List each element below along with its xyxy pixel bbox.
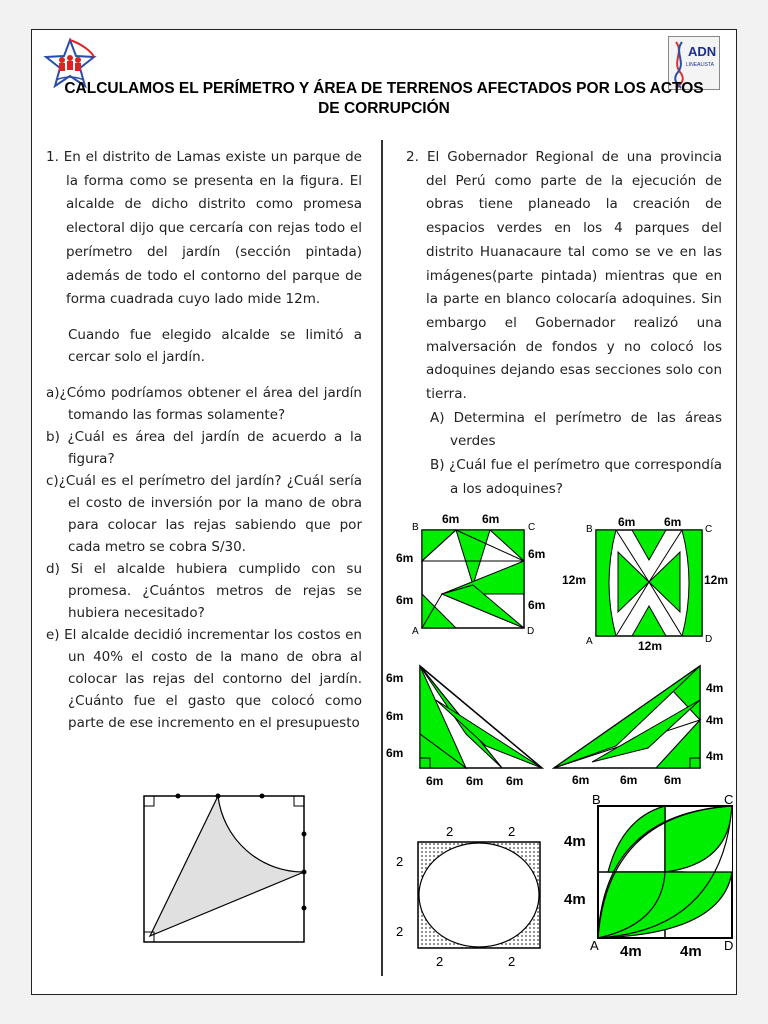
fig3-bottom-label-2: 6m bbox=[466, 774, 484, 788]
fig2-corner-b: B bbox=[586, 524, 593, 535]
fig5-top-label-1: 2 bbox=[446, 824, 454, 839]
fig2-top-label-1: 6m bbox=[618, 515, 636, 529]
svg-text:ADN: ADN bbox=[688, 44, 717, 59]
fig2-corner-a: A bbox=[586, 636, 593, 647]
green-triangle-figure-2 bbox=[552, 660, 738, 790]
fig6-left-label-1: 4m bbox=[564, 833, 586, 850]
fig6-bottom-label-1: 4m bbox=[620, 943, 642, 960]
fig1-corner-a: A bbox=[412, 626, 419, 637]
fig1-right-label-1: 6m bbox=[528, 547, 546, 561]
fig1-left-label-1: 6m bbox=[396, 551, 414, 565]
fig2-corner-c: C bbox=[705, 524, 713, 535]
fig1-top-label-1: 6m bbox=[442, 512, 460, 526]
green-square-figure-2 bbox=[560, 512, 740, 654]
problem-1 bbox=[46, 146, 362, 734]
fig6-corner-d: D bbox=[724, 938, 734, 953]
fig1-corner-c: C bbox=[528, 522, 536, 533]
fig5-bottom-label-1: 2 bbox=[436, 954, 444, 969]
fig6-corner-a: A bbox=[590, 938, 599, 953]
park-figure bbox=[132, 786, 312, 948]
fig5-top-label-2: 2 bbox=[508, 824, 516, 839]
fig4-bottom-label-2: 6m bbox=[620, 773, 638, 787]
page-title: CALCULAMOS EL PERÍMETRO Y ÁREA DE TERRENOS AFECTADOS POR LOS ACTOS DE CORRUPCIÓN bbox=[64, 80, 704, 117]
fig2-top-label-2: 6m bbox=[664, 515, 682, 529]
fig5-left-label-2: 2 bbox=[396, 924, 404, 939]
problem-1-note: Cuando fue elegido alcalde se limitó a cercar solo el jardín. bbox=[68, 326, 362, 365]
fig6-bottom-label-2: 4m bbox=[680, 943, 702, 960]
fig4-right-label-3: 4m bbox=[706, 749, 724, 763]
fig1-top-label-2: 6m bbox=[482, 512, 500, 526]
column-divider bbox=[381, 140, 383, 976]
fig3-bottom-label-1: 6m bbox=[426, 774, 444, 788]
fig2-left-label: 12m bbox=[562, 573, 587, 587]
green-square-figure-1 bbox=[390, 510, 560, 638]
fig2-corner-d: D bbox=[705, 634, 713, 645]
fig4-right-label-2: 4m bbox=[706, 713, 724, 727]
question-1c: c)¿Cuál es el perímetro del jardín? ¿Cuál sería el costo de inversión por la mano de obra para colocar las rejas sabiendo que por cada metro se cobra S/30. bbox=[46, 472, 362, 555]
question-1e: e) El alcalde decidió incrementar los costos en un 40% el costo de la mano de obra al colocar las rejas del contorno del jardín. ¿Cuánto fue el gasto que colocó como parte de ese incremento en el presupuesto bbox=[46, 626, 362, 731]
fig6-corner-c: C bbox=[724, 794, 734, 807]
fig3-left-label-1: 6m bbox=[386, 671, 404, 685]
question-1a: a)¿Cómo podríamos obtener el área del jardín tomando las formas solamente? bbox=[46, 384, 362, 423]
fig6-left-label-2: 4m bbox=[564, 891, 586, 908]
grid-arcs-figure bbox=[562, 794, 740, 966]
circle-in-square-figure bbox=[392, 822, 556, 974]
question-1b: b) ¿Cuál es área del jardín de acuerdo a la figura? bbox=[46, 428, 362, 467]
fig3-bottom-label-3: 6m bbox=[506, 774, 524, 788]
svg-text:LINEALISTA: LINEALISTA bbox=[686, 62, 714, 68]
fig4-bottom-label-3: 6m bbox=[664, 773, 682, 787]
fig5-bottom-label-2: 2 bbox=[508, 954, 516, 969]
problem-1-intro: 1. En el distrito de Lamas existe un parque de la forma como se presenta en la figura. El alcalde de dicho distrito como promesa electoral dijo que cercaría con rejas todo el perímetro del jardín (sección pintada) además de todo el contorno del parque de forma cuadrada cuyo lado mide 12m. bbox=[46, 149, 362, 308]
fig6-corner-b: B bbox=[592, 794, 601, 807]
fig4-bottom-label-1: 6m bbox=[572, 773, 590, 787]
question-2a: A) Determina el perímetro de las áreas verdes bbox=[430, 409, 722, 450]
fig3-left-label-2: 6m bbox=[386, 709, 404, 723]
problem-2 bbox=[406, 146, 722, 502]
fig2-right-label: 12m bbox=[704, 573, 729, 587]
fig1-corner-b: B bbox=[412, 522, 419, 533]
fig4-right-label-1: 4m bbox=[706, 681, 724, 695]
fig3-left-label-3: 6m bbox=[386, 746, 404, 760]
problem-2-intro: 2. El Gobernador Regional de una provincia del Perú como parte de la ejecución de obras tiene planeado la creación de espacios verdes en los 4 parques del distrito Huanacaure tal como se ve en las imágenes(parte pintada) mientras que en la parte en blanco colocaría adoquines. Sin embargo el Gobernador realizó una malversación de fondos y no colocó los adoquines dejando esas secciones solo con tierra. bbox=[406, 149, 722, 403]
question-1d: d) Si el alcalde hubiera cumplido con su promesa. ¿Cuántos metros de rejas se hubiera necesitado? bbox=[46, 560, 362, 621]
fig5-left-label-1: 2 bbox=[396, 854, 404, 869]
green-triangle-figure-1 bbox=[386, 660, 548, 790]
fig1-left-label-2: 6m bbox=[396, 593, 414, 607]
fig1-right-label-2: 6m bbox=[528, 598, 546, 612]
fig1-corner-d: D bbox=[527, 626, 535, 637]
question-2b: B) ¿Cuál fue el perímetro que correspondía a los adoquines? bbox=[430, 457, 722, 497]
fig2-bottom-label: 12m bbox=[638, 639, 663, 653]
